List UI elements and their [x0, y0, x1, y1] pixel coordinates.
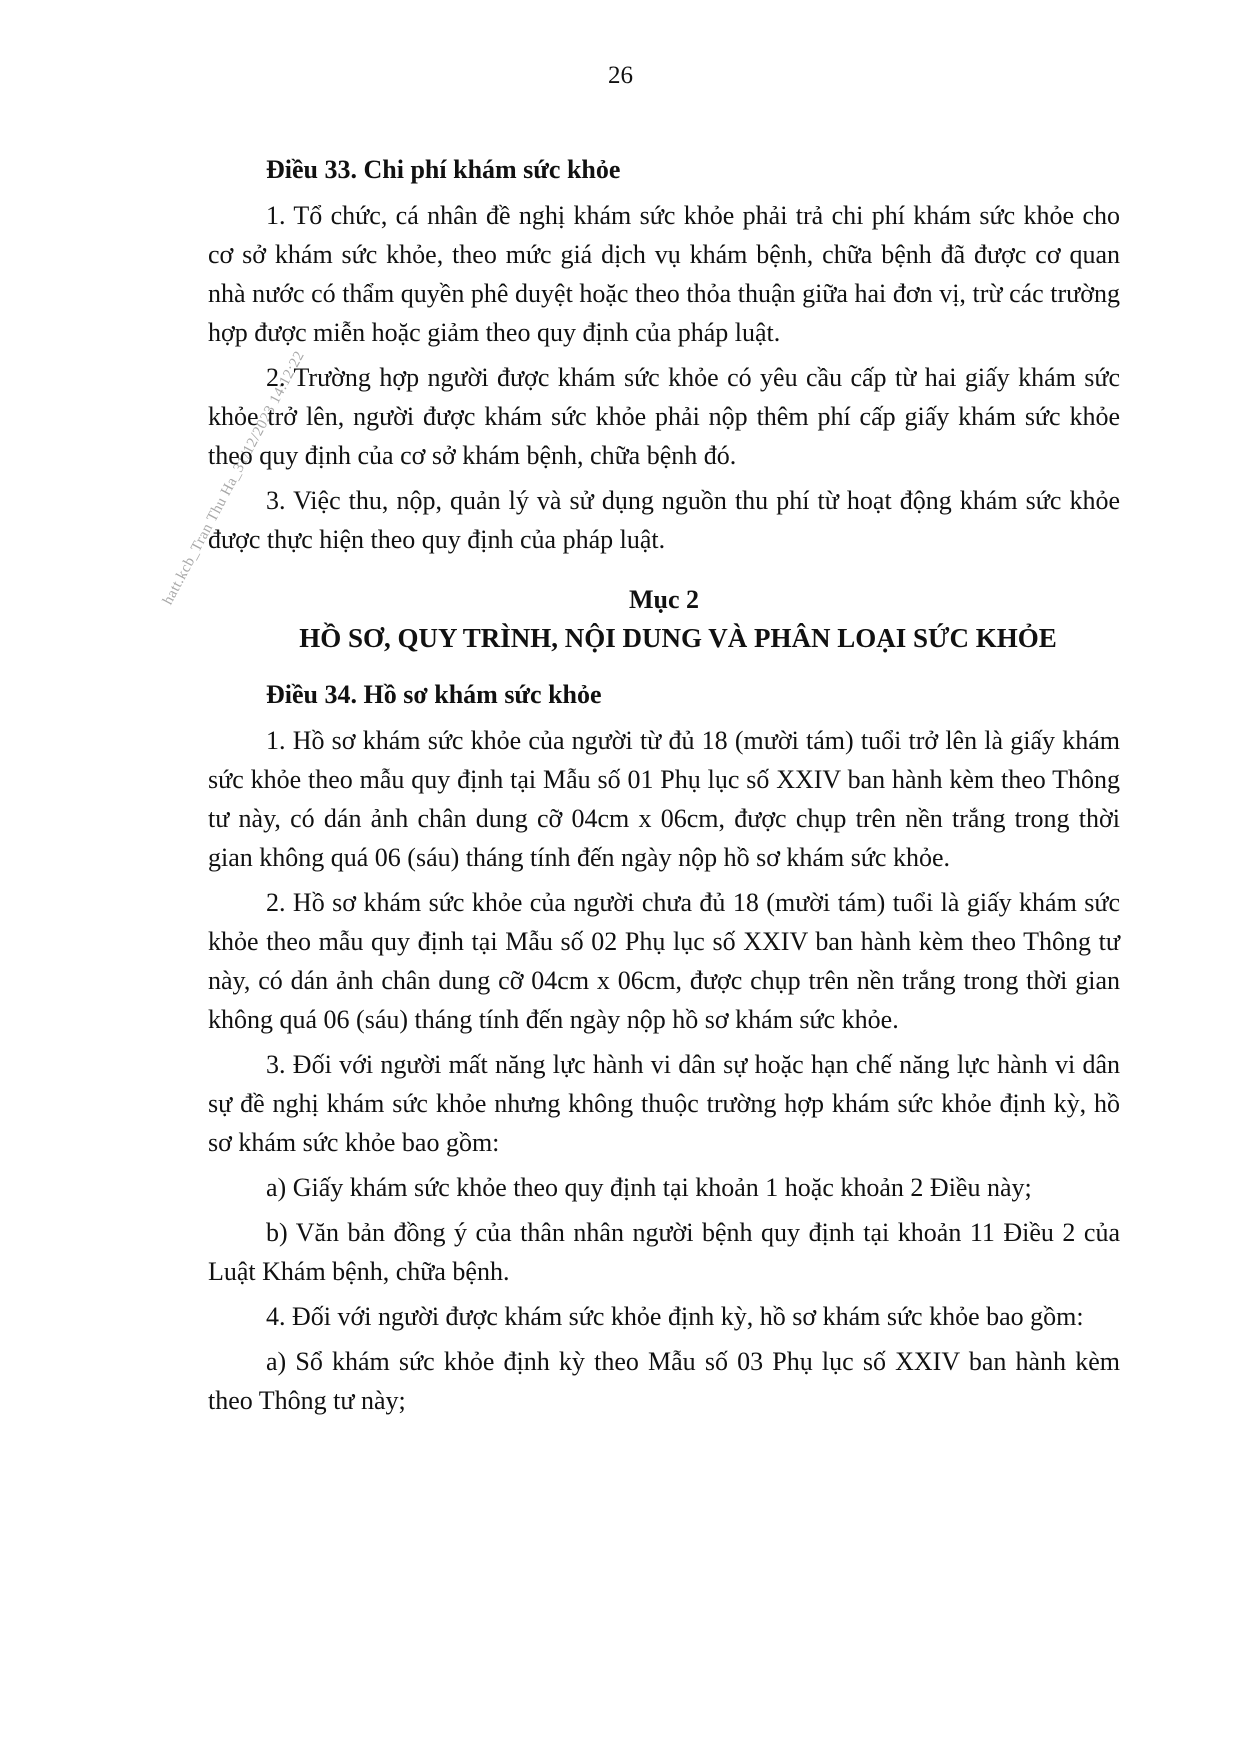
article-34-clause-3a: a) Giấy khám sức khỏe theo quy định tại khoản 1 hoặc khoản 2 Điều này;: [266, 1173, 1032, 1202]
article-34-clause-4a: a) Sổ khám sức khỏe định kỳ theo Mẫu số 03 Phụ lục số XXIV ban hành kèm theo Thông tư này;: [208, 1347, 1120, 1415]
document-body: [208, 150, 1120, 1426]
section-heading: HỒ SƠ, QUY TRÌNH, NỘI DUNG VÀ PHÂN LOẠI SỨC KHỎE: [299, 623, 1057, 653]
article-34-clause-2: 2. Hồ sơ khám sức khỏe của người chưa đủ 18 (mười tám) tuổi là giấy khám sức khỏe theo mẫu quy định tại Mẫu số 02 Phụ lục số XXIV ban hành kèm theo Thông tư này, có dán ảnh chân dung cỡ 04cm x 06cm, được chụp trên nền trắng trong thời gian không quá 06 (sáu) tháng tính đến ngày nộp hồ sơ khám sức khỏe.: [208, 888, 1120, 1034]
article-33-clause-2: 2. Trường hợp người được khám sức khỏe có yêu cầu cấp từ hai giấy khám sức khỏe trở lên, người được khám sức khỏe phải nộp thêm phí cấp giấy khám sức khỏe theo quy định của cơ sở khám bệnh, chữa bệnh đó.: [208, 363, 1120, 470]
article-33-clause-3: 3. Việc thu, nộp, quản lý và sử dụng nguồn thu phí từ hoạt động khám sức khỏe được thực hiện theo quy định của pháp luật.: [208, 486, 1120, 554]
article-33-clause-1: 1. Tổ chức, cá nhân đề nghị khám sức khỏe phải trả chi phí khám sức khỏe cho cơ sở khám sức khỏe, theo mức giá dịch vụ khám bệnh, chữa bệnh đã được cơ quan nhà nước có thẩm quyền phê duyệt hoặc theo thỏa thuận giữa hai đơn vị, trừ các trường hợp được miễn hoặc giảm theo quy định của pháp luật.: [208, 201, 1120, 347]
article-34-clause-4: 4. Đối với người được khám sức khỏe định kỳ, hồ sơ khám sức khỏe bao gồm:: [266, 1302, 1084, 1331]
article-33-title: Điều 33. Chi phí khám sức khỏe: [266, 155, 621, 184]
watermark: hatt.kcb_Tran Thu Ha_31/12/2023 14:12:22: [160, 348, 308, 608]
page-number: 26: [608, 62, 633, 89]
article-34-clause-3b: b) Văn bản đồng ý của thân nhân người bệnh quy định tại khoản 11 Điều 2 của Luật Khám bệnh, chữa bệnh.: [208, 1218, 1120, 1286]
article-34-clause-3: 3. Đối với người mất năng lực hành vi dân sự hoặc hạn chế năng lực hành vi dân sự đề nghị khám sức khỏe nhưng không thuộc trường hợp khám sức khỏe định kỳ, hồ sơ khám sức khỏe bao gồm:: [208, 1050, 1120, 1157]
section-header: [208, 581, 1120, 657]
article-34-title: Điều 34. Hồ sơ khám sức khỏe: [266, 680, 602, 709]
section-label: Mục 2: [628, 585, 700, 614]
article-34-clause-1: 1. Hồ sơ khám sức khỏe của người từ đủ 18 (mười tám) tuổi trở lên là giấy khám sức khỏe theo mẫu quy định tại Mẫu số 01 Phụ lục số XXIV ban hành kèm theo Thông tư này, có dán ảnh chân dung cỡ 04cm x 06cm, được chụp trên nền trắng trong thời gian không quá 06 (sáu) tháng tính đến ngày nộp hồ sơ khám sức khỏe.: [208, 726, 1120, 872]
